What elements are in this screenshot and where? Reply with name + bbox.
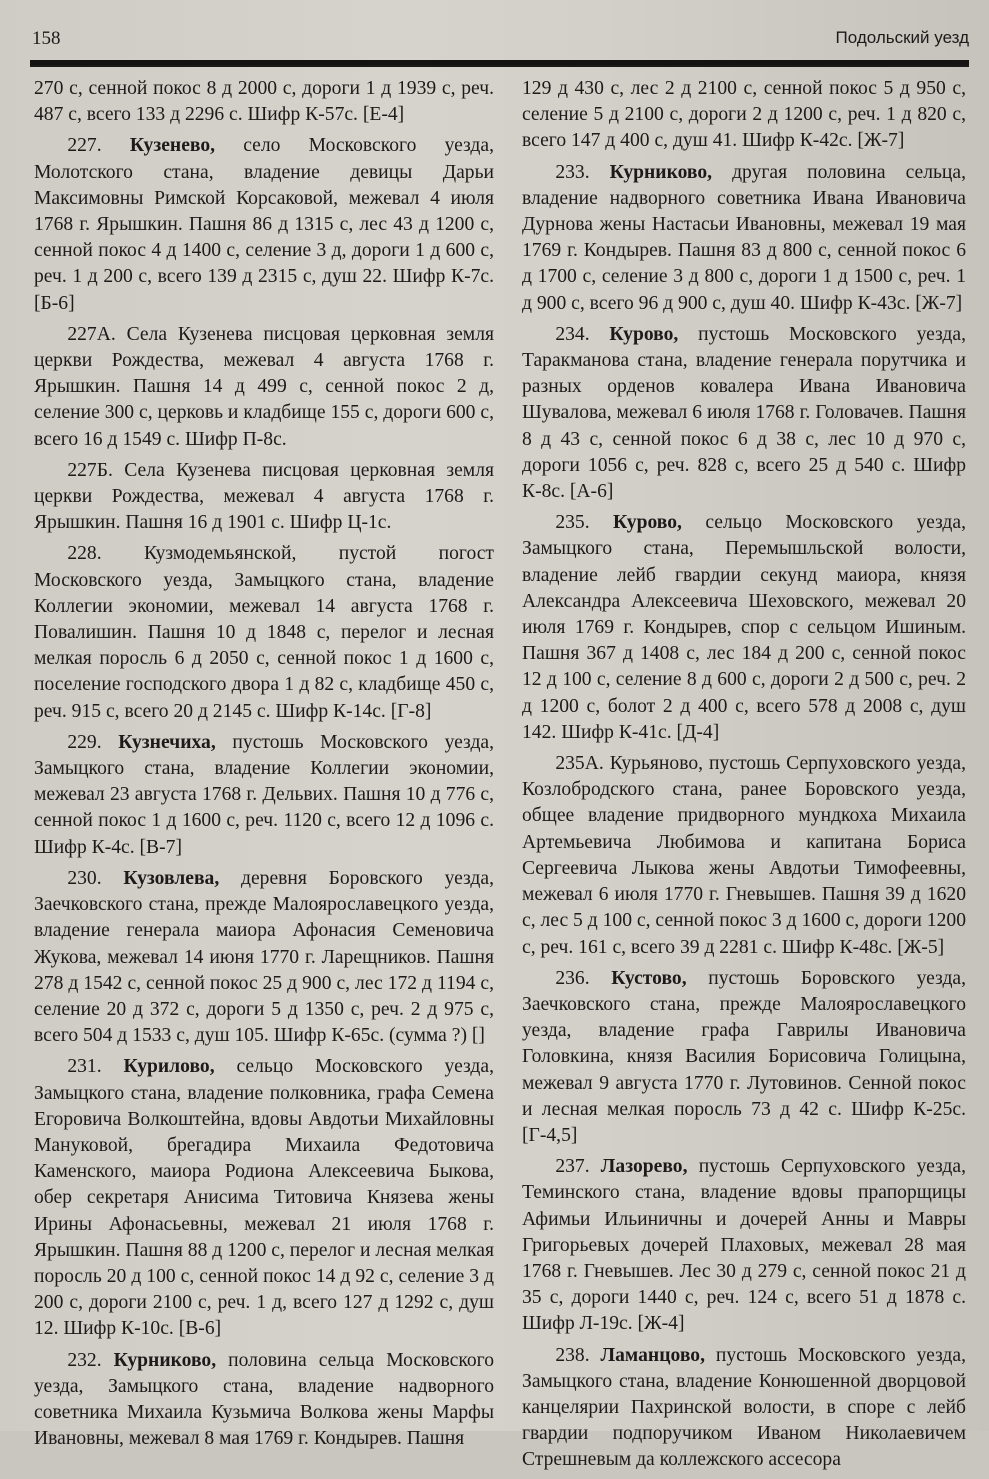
entry-number: 235. (555, 512, 590, 534)
entry-text: пустошь Московского уезда, Замыцкого стана, владение Коллегии экономии, межевал 23 августа 1768 г. Дельвих. Пашня 10 д 776 с, сенной покос 1 д 1600 с, реч. 1120 с, всего 12 д 1096 с. Шифр К-4с. [В-7] (34, 731, 495, 858)
entry-paragraph (522, 1154, 966, 1337)
header-rule (30, 60, 969, 65)
entry-paragraph (34, 133, 494, 316)
entry-number: 234. (555, 323, 590, 345)
entry-paragraph (34, 322, 494, 453)
entry-text: другая половина сельца, владение надворного советника Ивана Ивановича Дурнова жены Настасьи Ивановны, межевал 19 мая 1769 г. Кондырев. Пашня 83 д 800 с, сенной покос 6 д 1700 с, селение 3 д 800 с, дороги 1 д 1500 с, реч. 1 д 900 с, всего 96 д 900 с, душ 40. Шифр К-43с. [Ж-7] (522, 161, 967, 314)
entry-name: Кузовлева, (123, 867, 220, 889)
entry-number: 229. (67, 731, 102, 753)
entry-paragraph (34, 730, 494, 861)
entry-paragraph (34, 541, 494, 724)
entry-number: 237. (555, 1156, 590, 1178)
entry-paragraph (522, 751, 966, 961)
entry-number: 228. (67, 543, 102, 565)
entry-paragraph (34, 76, 494, 128)
entry-text: Села Кузенева писцовая церковная земля церкви Рождества, межевал 4 августа 1768 г. Ярышкин. Пашня 16 д 1901 с. Шифр Ц-1с. (34, 459, 494, 534)
entry-text: сельцо Московского уезда, Замыцкого стана, Перемышльской волости, владение лейб гвардии секунд маиора, князя Александра Алексеевича Шеховского, межевал 20 июля 1769 г. Кондырев, спор с сельцом Ишиным. Пашня 367 д 1408 с, лес 184 д 200 с, сенной покос 12 д 100 с, селение 8 д 600 с, дороги 2 д 500 с, реч. 2 д 1200 с, болот 2 д 400 с, всего 578 д 2008 с, душ 142. Шифр К-41с. [Д-4] (522, 512, 967, 743)
entry-text: пустошь Боровского уезда, Заечковского стана, прежде Малоярославецкого уезда, владение графа Гаврилы Ивановича Головкина, князя Василия Борисовича Голицына, межевал 9 августа 1770 г. Лутовинов. Сенной покос и лесная мелкая поросль 73 д 42 с. Шифр К-25с. [Г-4,5] (522, 967, 967, 1146)
entry-paragraph (34, 1348, 494, 1453)
entry-name: Курниково, (113, 1349, 217, 1371)
page-number: 158 (32, 28, 61, 49)
page-header (30, 20, 969, 54)
entry-paragraph (522, 76, 966, 155)
entry-name: Кузнечиха, (118, 731, 216, 753)
entry-text: половина сельца Московского уезда, Замыцкого стана, владение надворного советника Михаила Кузьмича Волкова жены Марфы Ивановны, межевал 8 мая 1769 г. Кондырев. Пашня (34, 1349, 494, 1450)
entry-name: Курилово, (123, 1056, 215, 1078)
entry-number: 227А. (67, 323, 116, 345)
entry-paragraph (522, 1343, 966, 1474)
entry-number: 231. (67, 1056, 102, 1078)
entry-text: сельцо Московского уезда, Замыцкого стана, владение полковника, графа Семена Егоровича Волкоштейна, вдовы Авдотьи Михайловны Мануковой, брегадира Михаила Федотовича Каменского, маиора Родиона Алексеевича Быкова, обер секретаря Анисима Титовича Князева жены Ирины Афонасьевны, межевал 21 июля 1768 г. Ярышкин. Пашня 88 д 1200 с, перелог и лесная мелкая поросль 20 д 100 с, сенной покос 14 д 92 с, селение 3 д 200 с, дороги 2100 с, реч. 1 д, всего 127 д 1292 с, душ 12. Шифр К-10с. [В-6] (34, 1056, 494, 1340)
entry-name: Курниково, (609, 161, 713, 183)
entry-paragraph (522, 966, 966, 1149)
entry-text: пустошь Московского уезда, Замыцкого стана, владение Конюшенной дворцовой канцелярии Пахринской волости, в споре с лейб гвардии подпоручиком Иваном Николаевичем Стрешневым да коллежского ассесора (522, 1344, 966, 1471)
entry-text: Села Кузенева писцовая церковная земля церкви Рождества, межевал 4 августа 1768 г. Ярышкин. Пашня 14 д 499 с, сенной покос 2 д, селение 300 с, церковь и кладбище 155 с, дороги 600 с, всего 16 д 1549 с. Шифр П-8с. (34, 323, 494, 450)
entry-paragraph (522, 510, 966, 746)
entry-name: Курово, (613, 512, 682, 534)
entry-number: 233. (555, 161, 590, 183)
entry-number: 227. (67, 135, 102, 157)
entry-number: 238. (555, 1344, 590, 1366)
entry-name: Кустово, (611, 967, 687, 989)
entry-number: 227Б. (67, 459, 113, 481)
entry-number: 230. (67, 867, 102, 889)
entry-number: 235А. (555, 753, 604, 775)
entry-text: деревня Боровского уезда, Заечковского стана, прежде Малоярославецкого уезда, владение генерала маиора Афонасия Семеновича Жукова, межевал 14 июня 1770 г. Ларещников. Пашня 278 д 1542 с, сенной покос 25 д 900 с, лес 172 д 1194 с, селение 20 д 372 с, дороги 5 д 1350 с, реч. 2 д 975 с, всего 504 д 1533 с, душ 105. Шифр К-65с. (сумма ?) [] (34, 867, 494, 1047)
entry-text: 270 с, сенной покос 8 д 2000 с, дороги 1 д 1939 с, реч. 487 с, всего 133 д 2296 с. Шифр К-57с. [Е-4] (34, 78, 494, 126)
entry-text: Кузмодемьянской, пустой погост Московского уезда, Замыцкого стана, владение Коллегии экономии, межевал 14 августа 1768 г. Повалишин. Пашня 10 д 1848 с, перелог и лесная мелкая поросль 6 д 2050 с, сенной покос 1 д 1600 с, поселение господского двора 1 д 82 с, кладбище 450 с, реч. 915 с, всего 20 д 2145 с. Шифр К-14с. [Г-8] (34, 543, 494, 722)
right-column (522, 76, 966, 1479)
entry-name: Курово, (609, 323, 679, 345)
entry-number: 232. (67, 1349, 102, 1371)
entry-name: Ламанцово, (600, 1344, 705, 1366)
entry-name: Лазорево, (600, 1156, 688, 1178)
entry-text: 129 д 430 с, лес 2 д 2100 с, сенной покос 5 д 950 с, селение 5 д 2100 с, дороги 2 д 1200 с, реч. 1 д 820 с, всего 147 д 400 с, душ 41. Шифр К-42с. [Ж-7] (522, 78, 966, 152)
entry-paragraph (522, 160, 966, 317)
left-column (34, 76, 494, 1457)
entry-paragraph (522, 322, 966, 505)
entry-text: Курьяново, пустошь Серпуховского уезда, Козлобродского стана, ранее Боровского уезда, общее владение придворного мундкоха Михаила Артемьевича Любимова и капитана Бориса Сергеевича Лыкова жены Авдотьи Тимофеевны, межевал 6 июля 1770 г. Гневышев. Пашня 39 д 1620 с, лес 5 д 100 с, сенной покос 3 д 1600 с, дороги 1200 с, реч. 161 с, всего 39 д 2281 с. Шифр К-48с. [Ж-5] (522, 753, 966, 958)
entry-name: Кузенево, (129, 135, 216, 157)
entry-paragraph (34, 458, 494, 537)
running-head: Подольский уезд (835, 28, 969, 47)
entry-text: село Московского уезда, Молотского стана, владение девицы Дарьи Максимовны Римской Корсаковой, межевал 4 июля 1768 г. Ярышкин. Пашня 86 д 1315 с, лес 43 д 1200 с, сенной покос 4 д 1400 с, селение 3 д, дороги 1 д 600 с, реч. 1 д 200 с, всего 139 д 2315 с, душ 22. Шифр К-7с. [Б-6] (34, 135, 494, 314)
entry-paragraph (34, 866, 494, 1049)
entry-number: 236. (555, 967, 590, 989)
entry-text: пустошь Серпуховского уезда, Теминского стана, владение вдовы прапорщицы Афимьи Ильиничны и дочерей Анны и Мавры Григорьевых дочерей Плаховых, межевал 28 мая 1768 г. Гневышев. Лес 30 д 279 с, сенной покос 21 д 35 с, дороги 1440 с, реч. 124 с, всего 51 д 1878 с. Шифр Л-19с. [Ж-4] (522, 1156, 966, 1335)
entry-paragraph (34, 1054, 494, 1342)
entry-text: пустошь Московского уезда, Таракманова стана, владение генерала порутчика и разных орденов ковалера Ивана Ивановича Шувалова, межевал 6 июля 1768 г. Головачев. Пашня 8 д 43 с, сенной покос 6 д 38 с, лес 10 д 970 с, дороги 1056 с, реч. 828 с, всего 25 д 540 с. Шифр К-8с. [А-6] (522, 323, 966, 503)
